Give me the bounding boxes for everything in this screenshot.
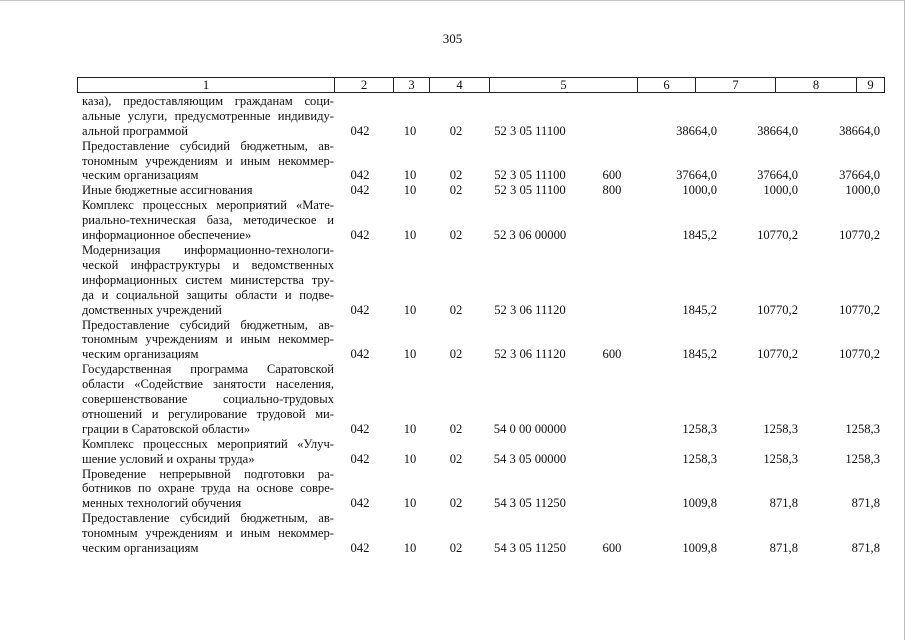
cell-col-8: 871,8 bbox=[769, 540, 798, 555]
description-line: тономным учреждениям и иным некоммер- bbox=[82, 153, 334, 168]
cell-col-4: 02 bbox=[449, 451, 463, 466]
cell-col-9: 1258,3 bbox=[845, 421, 880, 436]
description-line: информационных систем министерства тру- bbox=[82, 272, 334, 287]
row-description bbox=[82, 467, 334, 512]
cell-col-2: 042 bbox=[350, 302, 370, 317]
description-line: совершенствование социально-трудовых bbox=[82, 391, 334, 406]
description-line: каза), предоставляющим гражданам соци- bbox=[82, 94, 334, 108]
cell-col-2: 042 bbox=[350, 123, 370, 138]
cell-col-7: 38664,0 bbox=[676, 123, 717, 138]
cell-col-6: 800 bbox=[602, 183, 622, 198]
header-col-5: 5 bbox=[490, 78, 638, 92]
cell-col-4: 02 bbox=[449, 168, 463, 183]
description-line: Проведение непрерывной подготовки ра- bbox=[82, 466, 334, 481]
description-line: да и социальной защиты области и подве- bbox=[82, 287, 334, 302]
header-col-3: 3 bbox=[394, 78, 430, 92]
row-description bbox=[82, 198, 334, 243]
cell-col-3: 10 bbox=[403, 421, 417, 436]
description-line: Предоставление субсидий бюджетным, ав- bbox=[82, 511, 334, 526]
header-col-9: 9 bbox=[867, 78, 874, 92]
cell-col-6: 600 bbox=[602, 540, 622, 555]
cell-col-9: 38664,0 bbox=[839, 123, 880, 138]
description-line: тономным учреждениям и иным некоммер- bbox=[82, 332, 334, 347]
cell-col-5: 54 3 05 11250 bbox=[494, 496, 566, 511]
description-line: области «Содействие занятости населения, bbox=[82, 377, 334, 392]
cell-col-2: 042 bbox=[350, 421, 370, 436]
row-description bbox=[82, 511, 334, 556]
cell-col-7: 1258,3 bbox=[682, 421, 717, 436]
description-line: ческим организациям bbox=[82, 540, 199, 555]
cell-col-8: 38664,0 bbox=[757, 123, 798, 138]
description-line: грации в Саратовской области» bbox=[82, 421, 251, 436]
description-line: Модернизация информационно-технологи- bbox=[82, 243, 334, 257]
cell-col-5: 52 3 05 11100 bbox=[494, 183, 566, 198]
header-col-4: 4 bbox=[430, 78, 490, 92]
row-description bbox=[82, 183, 334, 198]
cell-col-4: 02 bbox=[449, 302, 463, 317]
description-line: ческим организациям bbox=[82, 347, 199, 362]
cell-col-7: 1845,2 bbox=[682, 302, 717, 317]
description-line: шение условий и охраны труда» bbox=[82, 451, 255, 466]
cell-col-4: 02 bbox=[449, 228, 463, 243]
page-top-edge bbox=[0, 0, 905, 1]
cell-col-4: 02 bbox=[449, 123, 463, 138]
cell-col-7: 1258,3 bbox=[682, 451, 717, 466]
cell-col-7: 1009,8 bbox=[682, 496, 717, 511]
header-col-6: 6 bbox=[638, 78, 696, 92]
cell-col-9: 871,8 bbox=[851, 496, 880, 511]
cell-col-9: 10770,2 bbox=[839, 347, 880, 362]
cell-col-8: 1258,3 bbox=[763, 451, 798, 466]
cell-col-3: 10 bbox=[403, 168, 417, 183]
cell-col-9: 1000,0 bbox=[845, 183, 880, 198]
cell-col-3: 10 bbox=[403, 228, 417, 243]
cell-col-7: 1000,0 bbox=[682, 183, 717, 198]
header-col-8: 8 bbox=[776, 78, 857, 92]
table-header bbox=[77, 77, 885, 93]
cell-col-9: 1258,3 bbox=[845, 451, 880, 466]
cell-col-5: 52 3 05 11100 bbox=[494, 168, 566, 183]
cell-col-2: 042 bbox=[350, 168, 370, 183]
description-line: Иные бюджетные ассигнования bbox=[82, 183, 253, 198]
cell-col-3: 10 bbox=[403, 347, 417, 362]
cell-col-9: 871,8 bbox=[851, 540, 880, 555]
cell-col-4: 02 bbox=[449, 496, 463, 511]
cell-col-8: 10770,2 bbox=[757, 347, 798, 362]
cell-col-4: 02 bbox=[449, 421, 463, 436]
cell-col-8: 37664,0 bbox=[757, 168, 798, 183]
cell-col-2: 042 bbox=[350, 183, 370, 198]
cell-col-3: 10 bbox=[403, 123, 417, 138]
description-line: тономным учреждениям и иным некоммер- bbox=[82, 526, 334, 541]
row-description bbox=[82, 437, 334, 467]
cell-col-8: 871,8 bbox=[769, 496, 798, 511]
description-line: Комплекс процессных мероприятий «Улуч- bbox=[82, 436, 334, 451]
cell-col-2: 042 bbox=[350, 228, 370, 243]
page-number: 305 bbox=[442, 31, 463, 46]
cell-col-2: 042 bbox=[350, 540, 370, 555]
cell-col-7: 1009,8 bbox=[682, 540, 717, 555]
cell-col-7: 1845,2 bbox=[682, 347, 717, 362]
cell-col-2: 042 bbox=[350, 451, 370, 466]
cell-col-7: 37664,0 bbox=[676, 168, 717, 183]
cell-col-8: 10770,2 bbox=[757, 228, 798, 243]
description-line: Предоставление субсидий бюджетным, ав- bbox=[82, 138, 334, 153]
cell-col-4: 02 bbox=[449, 540, 463, 555]
cell-col-5: 54 0 00 00000 bbox=[493, 421, 567, 436]
cell-col-9: 37664,0 bbox=[839, 168, 880, 183]
row-description bbox=[82, 362, 334, 436]
cell-col-8: 1000,0 bbox=[763, 183, 798, 198]
cell-col-6: 600 bbox=[602, 168, 622, 183]
cell-col-5: 52 3 06 11120 bbox=[494, 302, 566, 317]
cell-col-7: 1845,2 bbox=[682, 228, 717, 243]
cell-col-3: 10 bbox=[403, 540, 417, 555]
cell-col-5: 54 3 05 00000 bbox=[493, 451, 567, 466]
header-col-1: 1 bbox=[78, 78, 335, 92]
row-description bbox=[82, 94, 334, 139]
row-description bbox=[82, 243, 334, 317]
description-line: менных технологий обучения bbox=[82, 496, 242, 511]
cell-col-5: 54 3 05 11250 bbox=[494, 540, 566, 555]
description-line: Комплекс процессных мероприятий «Мате- bbox=[82, 198, 334, 213]
description-line: ческим организациям bbox=[82, 168, 199, 183]
header-col-7: 7 bbox=[696, 78, 776, 92]
description-line: риально-техническая база, методическое и bbox=[82, 213, 334, 228]
cell-col-9: 10770,2 bbox=[839, 302, 880, 317]
cell-col-9: 10770,2 bbox=[839, 228, 880, 243]
row-description bbox=[82, 139, 334, 184]
description-line: альной программой bbox=[82, 123, 189, 138]
cell-col-5: 52 3 06 11120 bbox=[494, 347, 566, 362]
cell-col-3: 10 bbox=[403, 451, 417, 466]
cell-col-8: 1258,3 bbox=[763, 421, 798, 436]
description-line: Предоставление субсидий бюджетным, ав- bbox=[82, 317, 334, 332]
cell-col-4: 02 bbox=[449, 347, 463, 362]
cell-col-4: 02 bbox=[449, 183, 463, 198]
cell-col-8: 10770,2 bbox=[757, 302, 798, 317]
description-line: Государственная программа Саратовской bbox=[82, 362, 334, 377]
description-line: альные услуги, предусмотренные индивиду- bbox=[82, 108, 334, 123]
cell-col-2: 042 bbox=[350, 496, 370, 511]
description-line: отношений и регулирование трудовой ми- bbox=[82, 406, 334, 421]
cell-col-3: 10 bbox=[403, 496, 417, 511]
description-line: ботников по охране труда на основе совре- bbox=[82, 481, 334, 496]
cell-col-2: 042 bbox=[350, 347, 370, 362]
cell-col-3: 10 bbox=[403, 183, 417, 198]
cell-col-3: 10 bbox=[403, 302, 417, 317]
description-line: домственных учреждений bbox=[82, 302, 222, 317]
row-description bbox=[82, 318, 334, 363]
description-line: информационное обеспечение» bbox=[82, 228, 252, 243]
cell-col-6: 600 bbox=[602, 347, 622, 362]
header-col-2: 2 bbox=[335, 78, 394, 92]
description-line: ческой инфраструктуры и ведомственных bbox=[82, 257, 334, 272]
cell-col-5: 52 3 05 11100 bbox=[494, 123, 566, 138]
cell-col-5: 52 3 06 00000 bbox=[493, 228, 567, 243]
